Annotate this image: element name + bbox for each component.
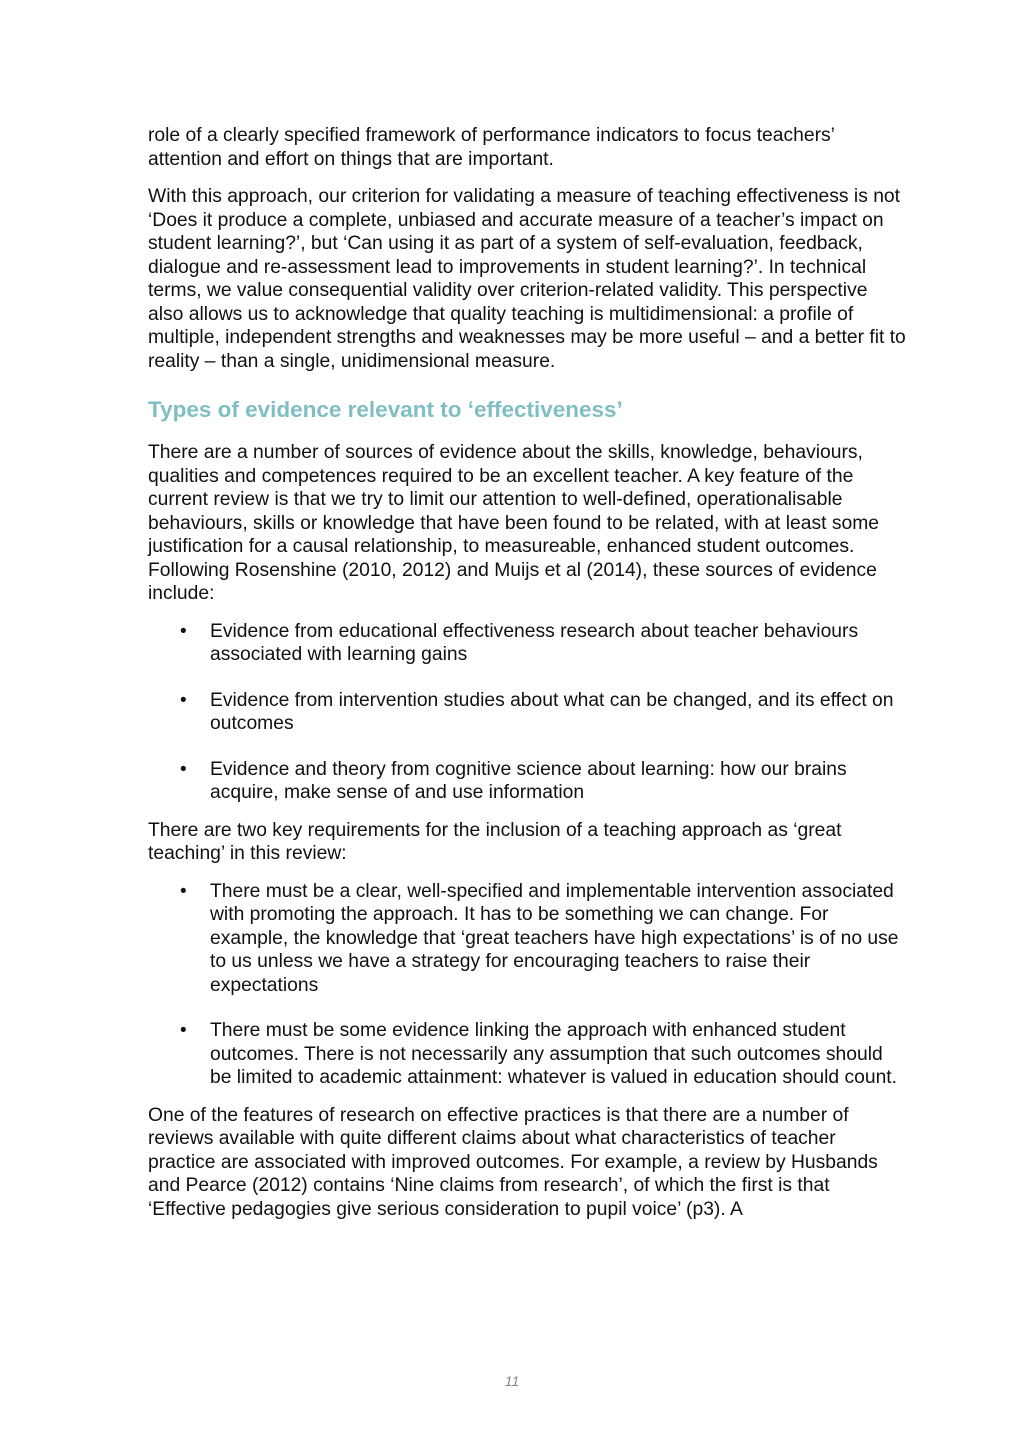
document-page xyxy=(148,124,908,1235)
list-item-text: There must be some evidence linking the approach with enhanced student outcomes. There is not necessarily any assumption that such outcomes should be limited to academic attainment: whatever is valued in education should count. xyxy=(210,1020,898,1088)
paragraph-sources: There are a number of sources of evidence about the skills, knowledge, behaviours, qualities and competences required to be an excellent teacher. A key feature of the current review is that we try to limit our attention to well-defined, operationalisable behaviours, skills or knowledge that have been found to be related, with at least some justification for a causal relationship, to measureable, enhanced student outcomes. Following Rosenshine (2010, 2012) and Muijs et al (2014), these sources of evidence include: xyxy=(148,442,879,604)
requirements-list xyxy=(148,880,908,1090)
bullet-icon: • xyxy=(180,1020,187,1041)
list-item xyxy=(148,689,908,736)
bullet-icon: • xyxy=(180,880,187,902)
bullet-icon: • xyxy=(180,689,187,711)
section-heading: Types of evidence relevant to ‘effectiveness’ xyxy=(148,397,623,422)
paragraph-requirements: There are two key requirements for the inclusion of a teaching approach as ‘great teaching’ in this review: xyxy=(148,819,842,864)
bullet-icon: • xyxy=(180,620,187,642)
list-item xyxy=(148,620,908,667)
list-item-text: Evidence and theory from cognitive science about learning: how our brains acquire, make sense of and use information xyxy=(210,758,847,803)
paragraph-framework: role of a clearly specified framework of performance indicators to focus teachers’ attention and effort on things that are important. xyxy=(148,125,835,170)
list-item xyxy=(148,758,908,805)
list-item-text: Evidence from educational effectiveness research about teacher behaviours associated with learning gains xyxy=(210,620,859,665)
list-item xyxy=(148,880,908,998)
paragraph-approach: With this approach, our criterion for validating a measure of teaching effectiveness is not ‘Does it produce a complete, unbiased and accurate measure of a teacher’s impact on student learning?’, but ‘Can using it as part of a system of self-evaluation, feedback, dialogue and re-assessment lead to improvements in student learning?’. In technical terms, we value consequential validity over criterion-related validity. This perspective also allows us to acknowledge that quality teaching is multidimensional: a profile of multiple, independent strengths and weaknesses may be more useful – and a better fit to reality – than a single, unidimensional measure. xyxy=(148,186,906,372)
list-item-text: There must be a clear, well-specified and implementable intervention associated with promoting the approach. It has to be something we can change. For example, the knowledge that ‘great teachers have high expectations’ is of no use to us unless we have a strategy for encouraging teachers to raise their expectations xyxy=(210,880,899,996)
evidence-sources-list xyxy=(148,620,908,805)
page-number: 11 xyxy=(504,1373,520,1389)
list-item xyxy=(148,1019,908,1090)
list-item-text: Evidence from intervention studies about what can be changed, and its effect on outcomes xyxy=(210,689,894,734)
bullet-icon: • xyxy=(180,758,187,780)
paragraph-reviews: One of the features of research on effective practices is that there are a number of reviews available with quite different claims about what characteristics of teacher practice are associated with improved outcomes. For example, a review by Husbands and Pearce (2012) contains ‘Nine claims from research’, of which the first is that ‘Effective pedagogies give serious consideration to pupil voice’ (p3). A xyxy=(148,1104,878,1220)
